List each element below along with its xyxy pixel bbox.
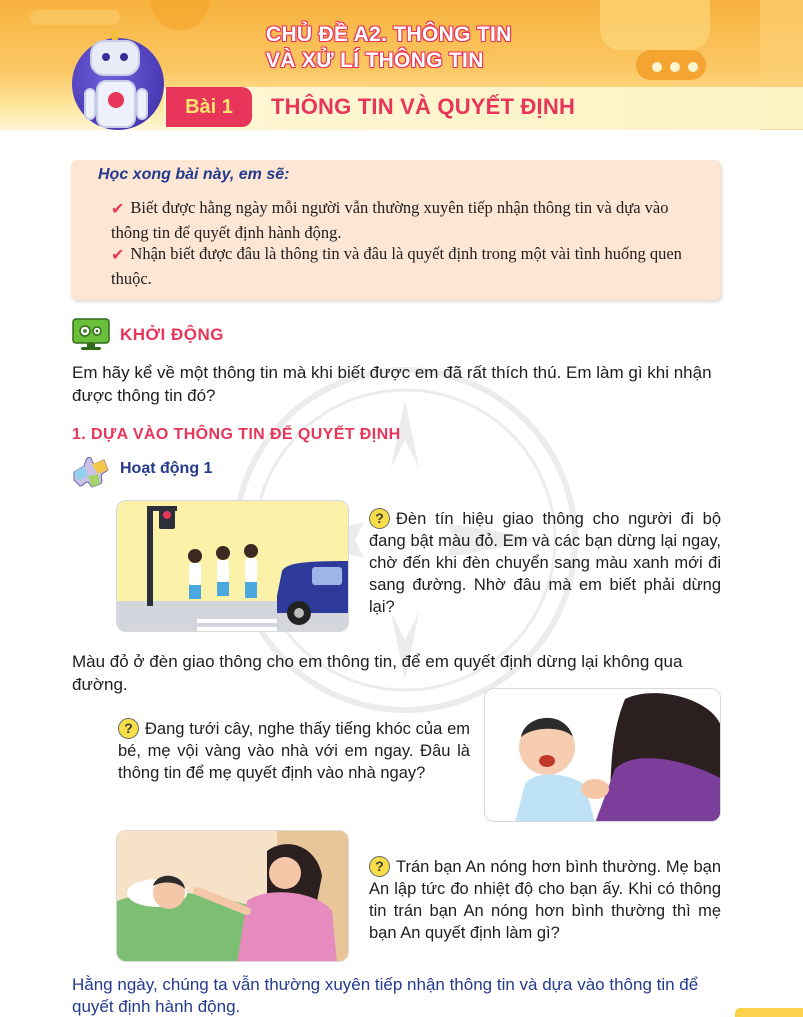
banner-decoration xyxy=(150,0,210,30)
topic-title xyxy=(266,22,566,74)
question-2 xyxy=(118,718,470,784)
section-title: 1. DỰA VÀO THÔNG TIN ĐỂ QUYẾT ĐỊNH xyxy=(72,426,401,443)
lesson-number-badge: Bài 1 xyxy=(166,87,252,127)
question-3 xyxy=(369,856,721,944)
robot-arm xyxy=(84,88,96,120)
traffic-light-illustration xyxy=(116,500,349,632)
question-2-text: Đang tưới cây, nghe thấy tiếng khóc của em bé, mẹ vội vàng vào nhà với em ngay. Đâu là thông tin để mẹ quyết định vào nhà ngay? xyxy=(118,720,470,782)
question-mark-icon: ? xyxy=(118,718,139,739)
robot-eye xyxy=(102,53,110,61)
traffic-light-drawing xyxy=(117,501,349,632)
puzzle-icon xyxy=(70,452,114,490)
question-3-text: Trán bạn An nóng hơn bình thường. Mẹ bạn An lập tức đo nhiệt độ cho bạn ấy. Khi có thông tin trán bạn An nóng hơn bình thường thì mẹ bạn An quyết định làm gì? xyxy=(369,858,721,942)
khoi-dong-text: Em hãy kể về một thông tin mà khi biết được em đã rất thích thú. Em làm gì khi nhận được thông tin đó? xyxy=(72,363,712,405)
monitor-gears-icon xyxy=(72,318,110,352)
banner-dot xyxy=(670,62,680,72)
activity-title: Hoạt động 1 xyxy=(120,460,213,477)
robot-power-icon xyxy=(108,92,124,108)
objective-text: Biết được hằng ngày mỗi người vẫn thường xuyên tiếp nhận thông tin và dựa vào thông tin để quyết định hành động. xyxy=(111,198,669,242)
baby-crying-illustration xyxy=(484,688,721,822)
question-mark-icon: ? xyxy=(369,856,390,877)
banner-decoration xyxy=(600,0,710,50)
question-mark-icon: ? xyxy=(369,508,390,529)
question-1 xyxy=(369,508,721,618)
lesson-title: THÔNG TIN VÀ QUYẾT ĐỊNH xyxy=(271,94,576,119)
answer-1: Màu đỏ ở đèn giao thông cho em thông tin, để em quyết định dừng lại không qua đường. xyxy=(72,652,683,694)
mother-child-illustration xyxy=(116,830,349,962)
objective-item xyxy=(111,242,709,291)
objective-item xyxy=(111,196,709,245)
banner-dot xyxy=(688,62,698,72)
baby-crying-drawing xyxy=(485,689,721,822)
khoi-dong-title: KHỞI ĐỘNG xyxy=(120,325,225,344)
topic-title-line2: VÀ XỬ LÍ THÔNG TIN xyxy=(266,49,484,72)
page-corner-tab xyxy=(735,1008,803,1017)
conclusion-text: Hằng ngày, chúng ta vẫn thường xuyên tiếp nhận thông tin và dựa vào thông tin để quyết định hành động. xyxy=(72,975,699,1016)
robot-head xyxy=(90,40,140,76)
checkmark-icon: ✔ xyxy=(111,201,125,218)
objective-text: Nhận biết được đâu là thông tin và đâu là quyết định trong một vài tình huống quen thuộc. xyxy=(111,244,682,288)
robot-eye xyxy=(120,53,128,61)
banner-decoration xyxy=(30,10,120,25)
mother-child-drawing xyxy=(117,831,349,962)
checkmark-icon: ✔ xyxy=(111,247,125,264)
topic-title-line1: CHỦ ĐỀ A2. THÔNG TIN xyxy=(266,23,512,46)
banner-dot xyxy=(652,62,662,72)
robot-arm xyxy=(136,88,148,120)
objectives-heading: Học xong bài này, em sẽ: xyxy=(98,166,290,183)
question-1-text: Đèn tín hiệu giao thông cho người đi bộ đang bật màu đỏ. Em và các bạn dừng lại ngay, chờ đến khi đèn chuyển sang màu xanh mới đi sang đường. Nhờ đâu mà em biết phải dừng lại? xyxy=(369,510,721,616)
